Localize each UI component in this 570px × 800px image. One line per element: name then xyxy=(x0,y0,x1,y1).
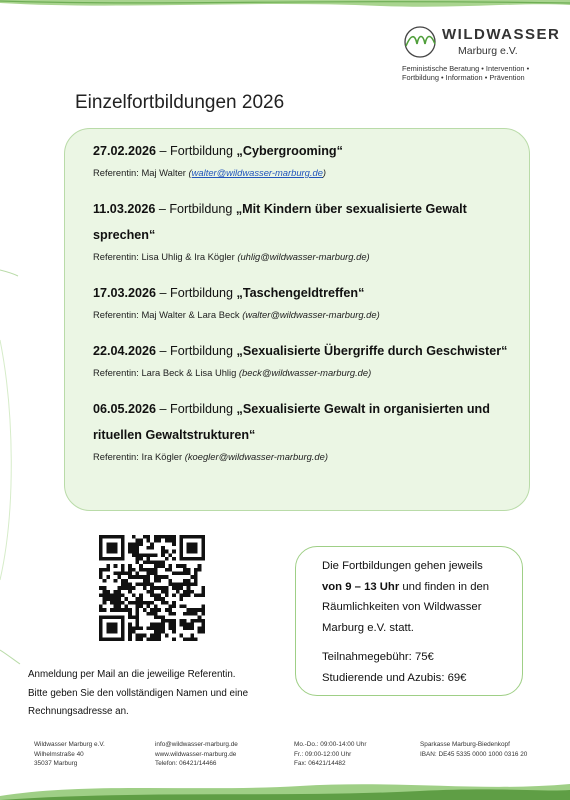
footer-bank: Sparkasse Marburg-Biedenkopf IBAN: DE45 5335 0000 1000 0316 20 xyxy=(420,741,528,758)
event-title: 11.03.2026 – Fortbildung „Mit Kindern über sexualisierte Gewalt sprechen“ xyxy=(93,202,467,242)
top-border-decoration xyxy=(0,0,570,14)
event-date: 11.03.2026 xyxy=(93,202,156,216)
event-date: 27.02.2026 xyxy=(93,144,157,158)
event-topic: „Cybergrooming“ xyxy=(236,144,343,158)
event-email-link[interactable]: walter@wildwasser-marburg.de xyxy=(191,167,323,178)
event-topic-cont: sprechen“ xyxy=(93,228,156,242)
footer-website[interactable]: www.wildwasser-marburg.de xyxy=(155,750,237,758)
event-title: 22.04.2026 – Fortbildung „Sexualisierte Übergriffe durch Geschwister“ xyxy=(93,344,508,358)
fee-regular: Teilnahmegebühr: 75€ xyxy=(322,651,434,663)
event-topic: „Sexualisierte Gewalt in organisierten und xyxy=(236,402,490,416)
info-line: Die Fortbildungen gehen jeweils xyxy=(322,560,483,572)
event-topic-cont: rituellen Gewaltstrukturen“ xyxy=(93,428,256,442)
event-topic: „Taschengeldtreffen“ xyxy=(236,286,365,300)
org-tagline-1: Feministische Beratung • Intervention • xyxy=(402,64,530,73)
event-topic: „Mit Kindern über sexualisierte Gewalt xyxy=(235,202,467,216)
bottom-border-decoration xyxy=(0,778,570,800)
event-email: (uhlig@wildwasser-marburg.de) xyxy=(237,251,370,262)
event-referent: Referentin: Maj Walter (walter@wildwasser-marburg.de) xyxy=(93,167,327,178)
footer-address: Wildwasser Marburg e.V. Wilhelmstraße 40 35037 Marburg xyxy=(34,741,105,767)
wave-logo-icon xyxy=(402,24,438,60)
qr-code[interactable] xyxy=(99,535,205,641)
event-email: (beck@wildwasser-marburg.de) xyxy=(238,367,372,378)
event-date: 06.05.2026 xyxy=(93,402,157,416)
event-item xyxy=(93,196,523,266)
event-date: 22.04.2026 xyxy=(93,344,157,358)
info-line: von 9 – 13 Uhr und finden in den xyxy=(322,580,490,593)
org-tagline-2: Fortbildung • Information • Prävention xyxy=(402,73,525,82)
event-item xyxy=(93,338,523,382)
footer-email[interactable]: info@wildwasser-marburg.de xyxy=(155,741,238,748)
info-line: Marburg e.V. statt. xyxy=(322,621,414,634)
info-text xyxy=(322,556,517,688)
event-email: (walter@wildwasser-marburg.de) xyxy=(242,309,380,320)
event-title: 27.02.2026 – Fortbildung „Cybergrooming“ xyxy=(93,144,343,158)
footer-hours: Mo.-Do.: 09:00-14:00 Uhr Fr.: 09:00-12:00 Uhr Fax: 06421/14482 xyxy=(294,741,367,767)
event-referent: Referentin: Maj Walter & Lara Beck (walter@wildwasser-marburg.de) xyxy=(93,309,380,320)
org-name: WILDWASSER xyxy=(442,26,561,43)
event-referent: Referentin: Ira Kögler (koegler@wildwasser-marburg.de) xyxy=(93,451,328,462)
event-email: (koegler@wildwasser-marburg.de) xyxy=(184,451,328,462)
event-topic: „Sexualisierte Übergriffe durch Geschwister“ xyxy=(236,344,508,358)
info-time: von 9 – 13 Uhr xyxy=(322,580,400,593)
org-logo xyxy=(400,24,560,84)
event-referent: Referentin: Lara Beck & Lisa Uhlig (beck@wildwasser-marburg.de) xyxy=(93,367,372,378)
event-referent: Referentin: Lisa Uhlig & Ira Kögler (uhlig@wildwasser-marburg.de) xyxy=(93,251,370,262)
fee-reduced: Studierende und Azubis: 69€ xyxy=(322,671,467,684)
footer-contact: info@wildwasser-marburg.de www.wildwasser-marburg.de Telefon: 06421/14466 xyxy=(155,741,238,767)
registration-note: Anmeldung per Mail an die jeweilige Referentin. Bitte geben Sie den vollständigen Namen und eine Rechnungsadresse an. xyxy=(28,669,249,717)
event-title: 17.03.2026 – Fortbildung „Taschengeldtreffen“ xyxy=(93,286,365,300)
info-line: Räumlichkeiten von Wildwasser xyxy=(322,601,482,613)
event-date: 17.03.2026 xyxy=(93,286,157,300)
event-item xyxy=(93,280,523,324)
event-item xyxy=(93,396,523,466)
org-subname: Marburg e.V. xyxy=(458,45,518,57)
event-item xyxy=(93,138,523,182)
left-side-decoration xyxy=(0,250,30,670)
page-title: Einzelfortbildungen 2026 xyxy=(75,92,285,113)
event-list xyxy=(93,138,523,480)
event-title: 06.05.2026 – Fortbildung „Sexualisierte Gewalt in organisierten und rituellen Gewaltstrukturen“ xyxy=(93,402,490,442)
